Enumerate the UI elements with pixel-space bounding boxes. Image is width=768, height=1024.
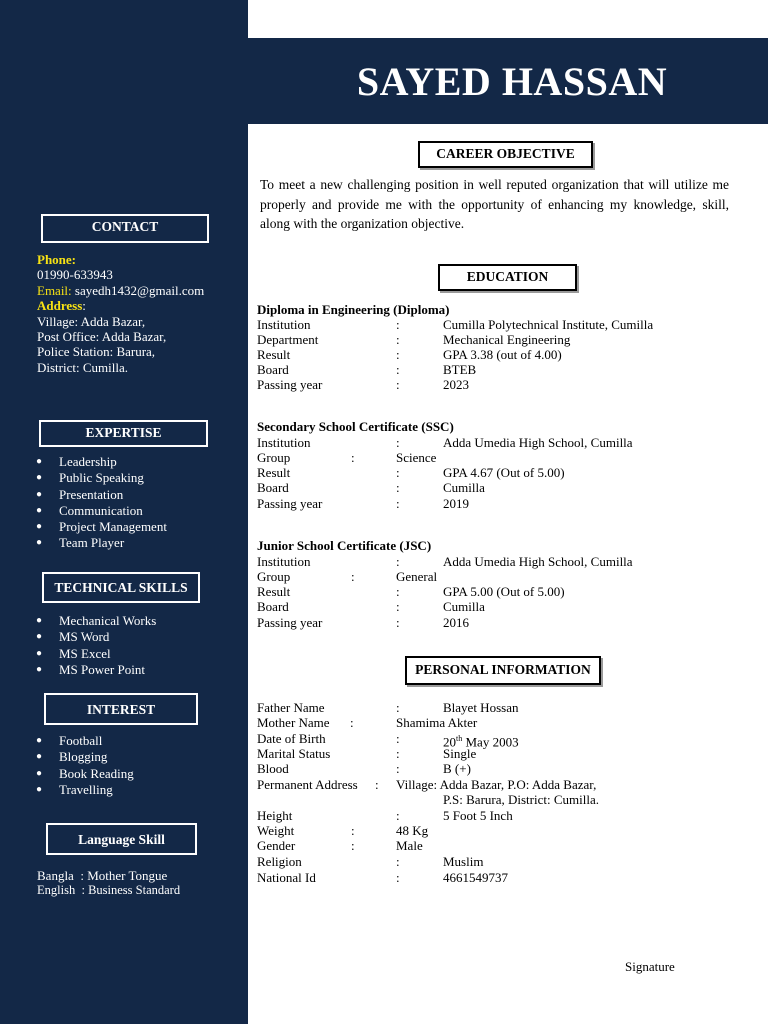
table-row: Result : GPA 3.38 (out of 4.00)	[257, 347, 562, 362]
bullet-icon: ●	[36, 504, 43, 516]
personal-info-heading: PERSONAL INFORMATION	[405, 656, 601, 685]
language-row: Bangla : Mother Tongue	[37, 868, 168, 883]
list-item: ● Mechanical Works	[36, 613, 157, 628]
expertise-heading: EXPERTISE	[39, 420, 208, 447]
list-item: ● Public Speaking	[36, 470, 144, 486]
address-line: Post Office: Adda Bazar,	[37, 329, 167, 345]
table-row: Passing year : 2016	[257, 615, 469, 630]
contact-block	[37, 252, 247, 375]
bullet-icon: ●	[36, 663, 43, 675]
table-row: Institution : Cumilla Polytechnical Institute, Cumilla	[257, 317, 654, 332]
bullet-icon: ●	[36, 537, 43, 549]
career-objective-text: To meet a new challenging position in well reputed organization that will utilize me properly and provide me with the opportunity of enhancing my knowledge, skill, along with the organization objective.	[260, 177, 729, 231]
bullet-icon: ●	[36, 631, 43, 643]
table-row: Date of Birth : 20th May 2003	[257, 731, 519, 750]
list-item: ● Team Player	[36, 535, 125, 551]
bullet-icon: ●	[36, 735, 43, 746]
list-item: ● Presentation	[36, 486, 124, 502]
list-item: ● Football	[36, 733, 103, 748]
table-row: Institution : Adda Umedia High School, Cumilla	[257, 435, 633, 450]
table-row: Result : GPA 5.00 (Out of 5.00)	[257, 584, 565, 599]
phone-value: 01990-633943	[37, 267, 113, 283]
address-line: Police Station: Barura,	[37, 344, 156, 360]
table-row: Board : Cumilla	[257, 599, 485, 614]
table-row: National Id : 4661549737	[257, 870, 508, 885]
jsc-title: Junior School Certificate (JSC)	[257, 538, 432, 553]
interest-heading: INTEREST	[44, 693, 198, 725]
language-row: English : Business Standard	[37, 883, 181, 898]
bullet-icon: ●	[36, 647, 43, 659]
bullet-icon: ●	[36, 488, 43, 500]
table-row: Passing year : 2023	[257, 377, 469, 392]
list-item: ● Project Management	[36, 519, 167, 535]
language-heading: Language Skill	[46, 823, 197, 855]
career-objective-heading: CAREER OBJECTIVE	[418, 141, 593, 168]
bullet-icon: ●	[36, 615, 43, 626]
diploma-title: Diploma in Engineering (Diploma)	[257, 302, 450, 317]
education-heading: EDUCATION	[438, 264, 577, 291]
table-row: Blood : B (+)	[257, 761, 471, 776]
list-item: ● Blogging	[36, 749, 108, 765]
technical-skills-list	[35, 613, 156, 678]
list-item: ● MS Power Point	[36, 661, 145, 677]
table-row: Department : Mechanical Engineering	[257, 332, 571, 347]
name-banner	[248, 38, 768, 124]
table-row: Height : 5 Foot 5 Inch	[257, 808, 513, 823]
table-row: Marital Status : Single	[257, 746, 477, 761]
bullet-icon: ●	[36, 456, 43, 467]
table-row: Result : GPA 4.67 (Out of 5.00)	[257, 465, 565, 480]
table-row: Father Name : Blayet Hossan	[257, 700, 519, 715]
email-value[interactable]: sayedh1432@gmail.com	[74, 282, 205, 298]
table-row: Permanent Address : Village: Adda Bazar, P.O: Adda Bazar,	[257, 777, 597, 792]
email-label: Email:	[37, 282, 72, 298]
table-row: Board : BTEB	[257, 362, 477, 377]
bullet-icon: ●	[36, 767, 43, 779]
table-row: Institution : Adda Umedia High School, Cumilla	[257, 554, 633, 569]
address-line: Village: Adda Bazar,	[37, 313, 146, 329]
table-row: Group : Science	[257, 450, 437, 465]
list-item: ● Book Reading	[36, 765, 134, 781]
list-item: ● MS Word	[36, 629, 110, 645]
interest-list	[35, 733, 134, 798]
table-row: P.S: Barura, District: Cumilla.	[443, 792, 599, 807]
expertise-list	[35, 454, 167, 552]
bullet-icon: ●	[36, 783, 43, 795]
table-row: Weight : 48 Kg	[257, 823, 429, 838]
table-row: Gender : Male	[257, 838, 423, 853]
list-item: ● Communication	[36, 502, 143, 518]
table-row: Board : Cumilla	[257, 480, 485, 495]
list-item: ● Travelling	[36, 781, 113, 797]
list-item: ● MS Excel	[36, 645, 111, 661]
address-line: District: Cumilla.	[37, 359, 128, 375]
table-row: Mother Name : Shamima Akter	[257, 715, 478, 730]
address-label: Address	[37, 298, 83, 314]
language-block	[37, 868, 247, 899]
phone-label: Phone:	[37, 252, 76, 267]
list-item: ● Leadership	[36, 454, 117, 469]
table-row: Passing year : 2019	[257, 496, 469, 511]
email-line	[37, 283, 247, 298]
signature-label: Signature	[625, 959, 675, 974]
bullet-icon: ●	[36, 751, 43, 763]
technical-skills-heading: TECHNICAL SKILLS	[42, 572, 200, 603]
ssc-title: Secondary School Certificate (SSC)	[257, 419, 454, 434]
table-row: Religion : Muslim	[257, 854, 484, 869]
address-colon: :	[82, 298, 86, 314]
address-label-line	[37, 298, 247, 313]
bullet-icon: ●	[36, 472, 43, 484]
table-row: Group : General	[257, 569, 438, 584]
candidate-name: SAYED HASSAN	[356, 58, 668, 104]
contact-heading: CONTACT	[41, 214, 209, 243]
bullet-icon: ●	[36, 521, 43, 533]
